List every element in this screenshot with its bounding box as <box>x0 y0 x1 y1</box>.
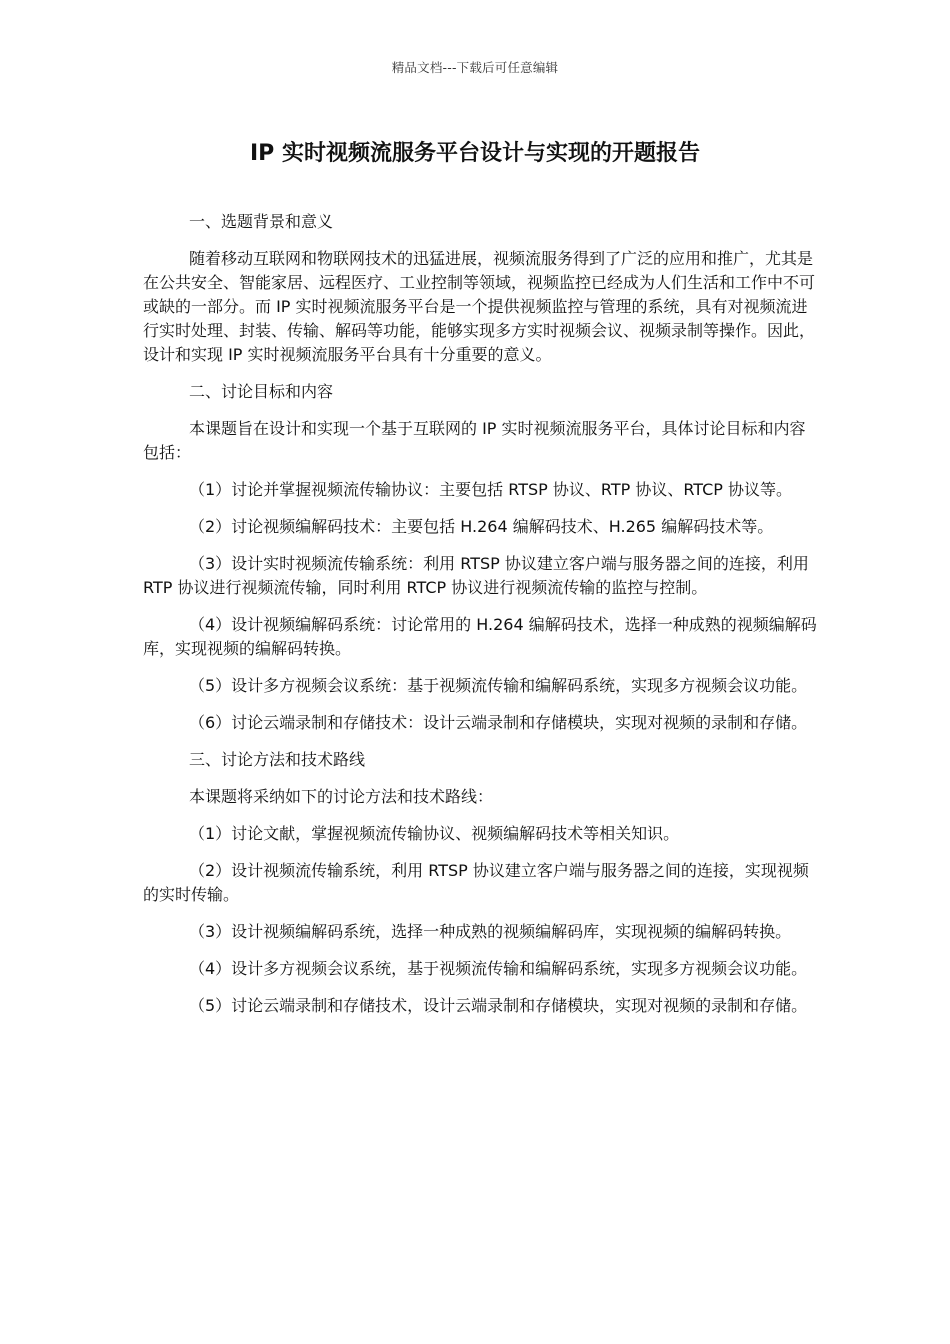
goals-list-item: （4）设计视频编解码系统：讨论常用的 H.264 编解码技术，选择一种成熟的视频编解码库，实现视频的编解码转换。 <box>143 615 817 658</box>
methods-list-item: （2）设计视频流传输系统，利用 RTSP 协议建立客户端与服务器之间的连接，实现视频的实时传输。 <box>143 861 809 904</box>
methods-list-item: （3）设计视频编解码系统，选择一种成熟的视频编解码库，实现视频的编解码转换。 <box>189 922 792 941</box>
document-body <box>143 210 819 1031</box>
goals-list-item: （3）设计实时视频流传输系统：利用 RTSP 协议建立客户端与服务器之间的连接，利用 RTP 协议进行视频流传输，同时利用 RTCP 协议进行视频流传输的监控与控制。 <box>143 554 809 597</box>
page-title: IP 实时视频流服务平台设计与实现的开题报告 <box>250 141 700 166</box>
methods-list-item: （5）讨论云端录制和存储技术，设计云端录制和存储模块，实现对视频的录制和存储。 <box>189 996 808 1015</box>
goals-intro-paragraph: 本课题旨在设计和实现一个基于互联网的 IP 实时视频流服务平台，具体讨论目标和内容包括： <box>143 419 806 462</box>
section-heading-goals: 二、讨论目标和内容 <box>189 382 334 401</box>
methods-list-item: （1）讨论文献，掌握视频流传输协议、视频编解码技术等相关知识。 <box>189 824 680 843</box>
section-heading-background: 一、选题背景和意义 <box>189 212 334 231</box>
methods-list-item: （4）设计多方视频会议系统，基于视频流传输和编解码系统，实现多方视频会议功能。 <box>189 959 808 978</box>
background-paragraph: 随着移动互联网和物联网技术的迅猛进展，视频流服务得到了广泛的应用和推广，尤其是在公共安全、智能家居、远程医疗、工业控制等领域，视频监控已经成为人们生活和工作中不可或缺的一部分。而 IP 实时视频流服务平台是一个提供视频监控与管理的系统，具有对视频流进行实时处理、封装、传输、解码等功能，能够实现多方实时视频会议、视频录制等操作。因此，设计和实现 IP 实时视频流服务平台具有十分重要的意义。 <box>143 249 816 364</box>
methods-intro-paragraph: 本课题将采纳如下的讨论方法和技术路线： <box>189 787 494 806</box>
goals-list-item: （6）讨论云端录制和存储技术：设计云端录制和存储模块，实现对视频的录制和存储。 <box>189 713 808 732</box>
section-heading-methods: 三、讨论方法和技术路线 <box>189 750 366 769</box>
header-note: 精品文档---下载后可任意编辑 <box>391 60 559 75</box>
goals-list-item: （1）讨论并掌握视频流传输协议：主要包括 RTSP 协议、RTP 协议、RTCP 协议等。 <box>189 480 793 499</box>
goals-list-item: （2）讨论视频编解码技术：主要包括 H.264 编解码技术、H.265 编解码技术等。 <box>189 517 774 536</box>
goals-list-item: （5）设计多方视频会议系统：基于视频流传输和编解码系统，实现多方视频会议功能。 <box>189 676 808 695</box>
